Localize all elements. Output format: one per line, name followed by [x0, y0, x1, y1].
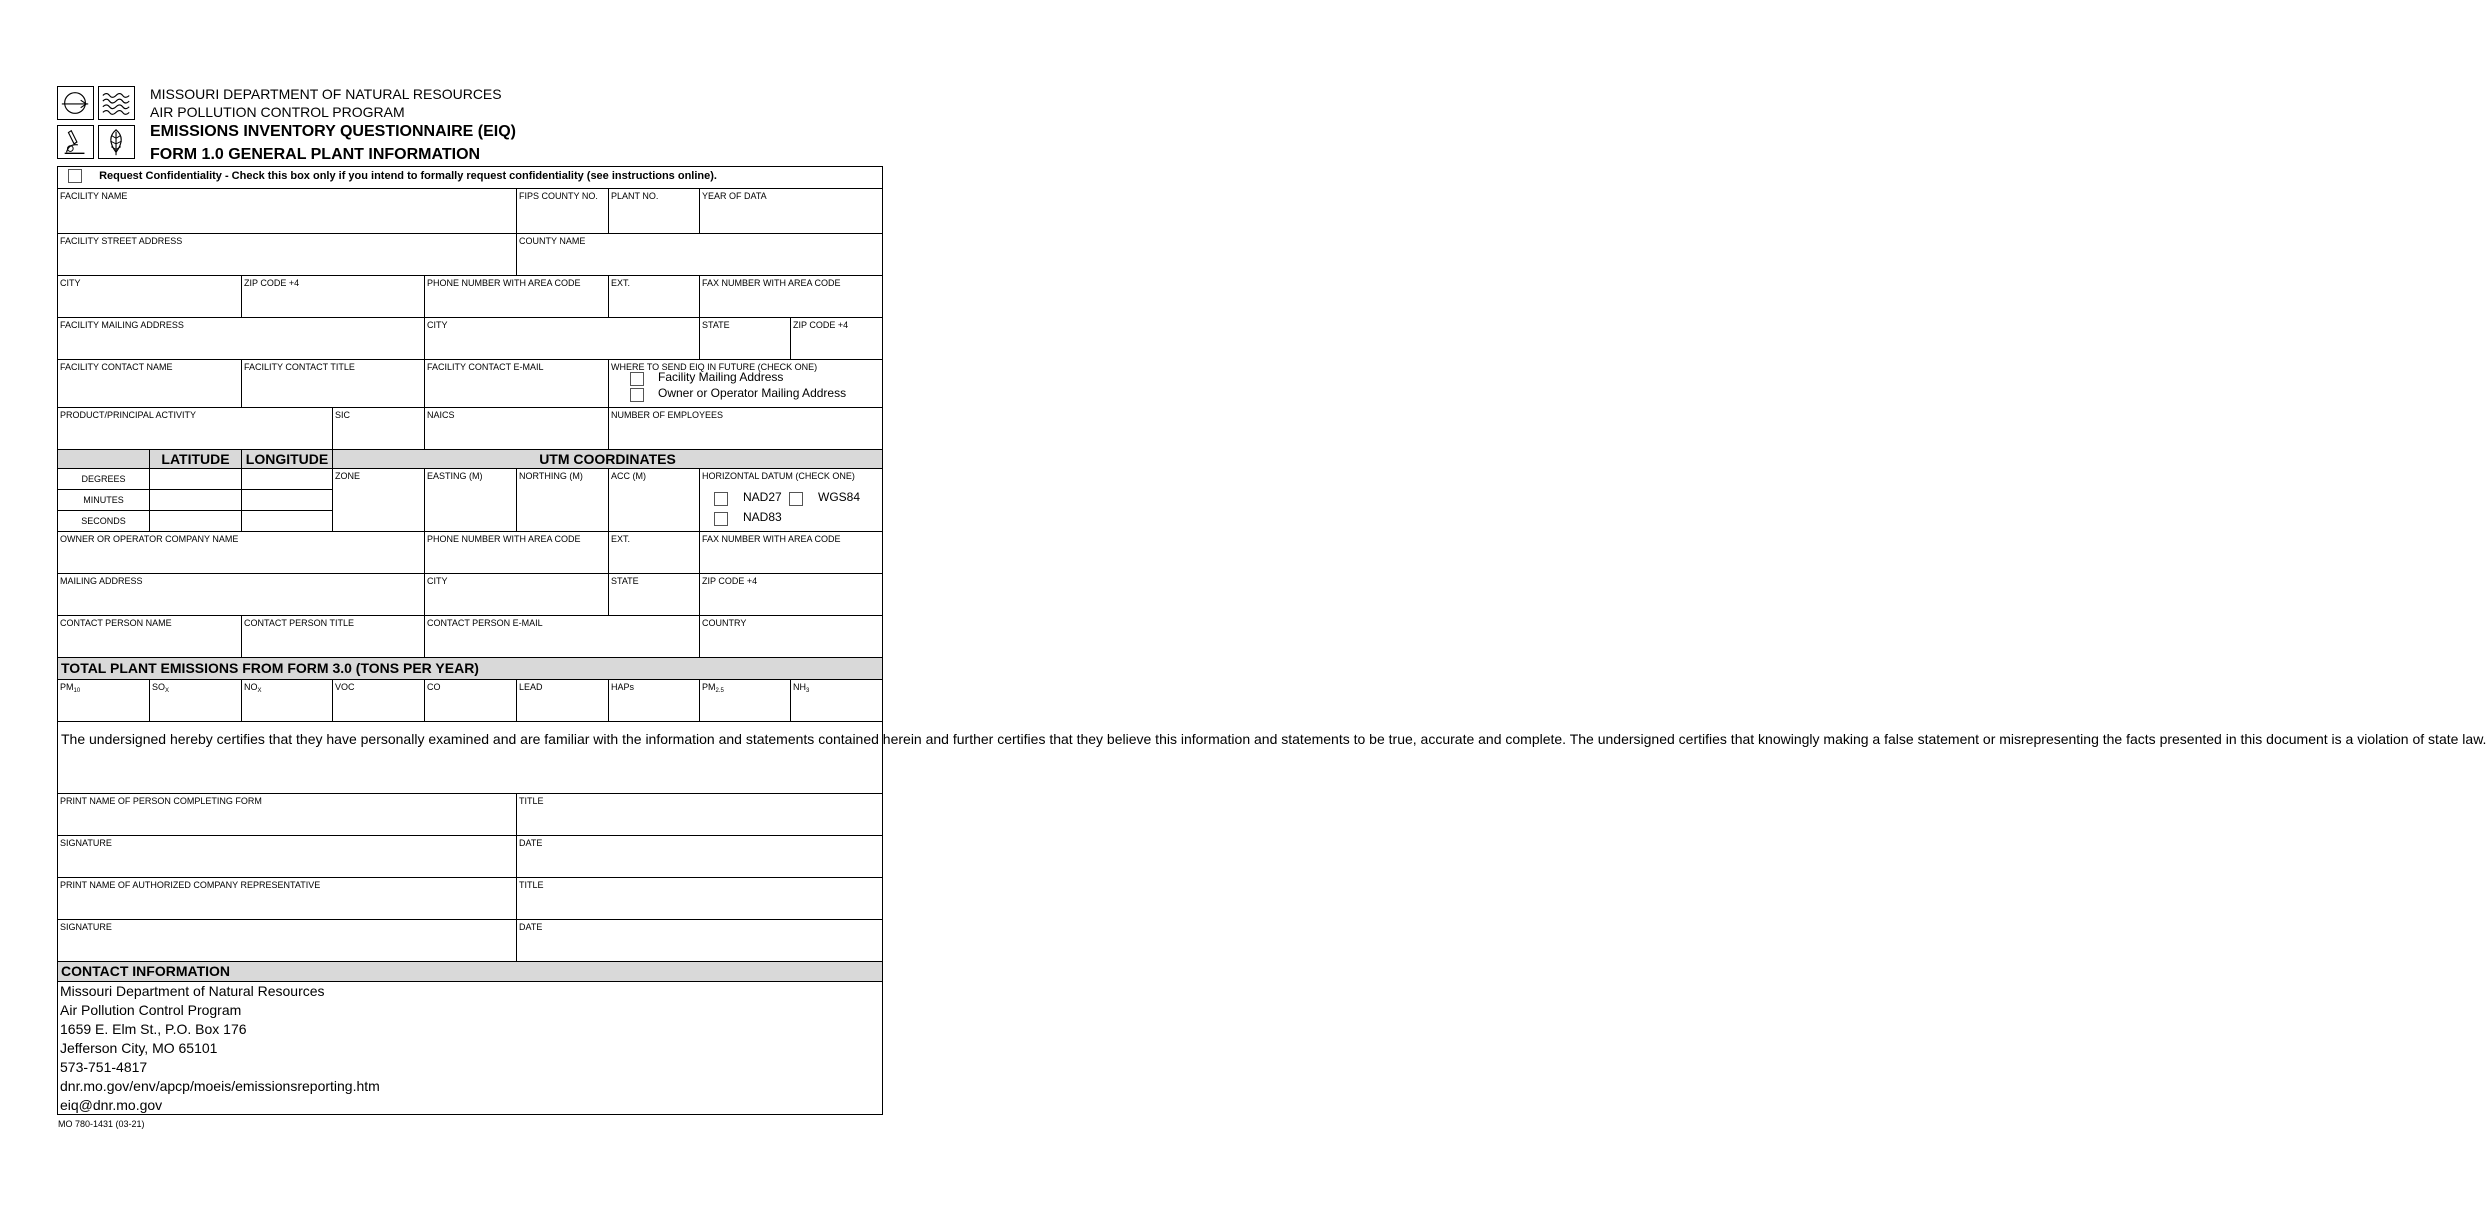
form-subtitle: FORM 1.0 GENERAL PLANT INFORMATION — [150, 146, 481, 163]
owner-contact-title-field[interactable]: CONTACT PERSON TITLE — [242, 616, 425, 658]
owner-country-field[interactable]: COUNTRY — [700, 616, 882, 658]
completer-name-field[interactable]: PRINT NAME OF PERSON COMPLETING FORM — [58, 794, 517, 836]
employees-field[interactable]: NUMBER OF EMPLOYEES — [609, 408, 882, 450]
nad83-checkbox[interactable] — [714, 512, 728, 526]
facility-contact-name-field[interactable]: FACILITY CONTACT NAME — [58, 360, 242, 408]
facility-zip-field[interactable]: ZIP CODE +4 — [242, 276, 425, 318]
utm-heading: UTM COORDINATES — [333, 450, 882, 469]
facility-city-field[interactable]: CITY — [58, 276, 242, 318]
co-field[interactable]: CO — [425, 680, 517, 722]
plant-no-field[interactable]: PLANT NO. — [609, 189, 700, 234]
longitude-degrees-field[interactable] — [242, 469, 333, 490]
owner-company-field[interactable]: OWNER OR OPERATOR COMPANY NAME — [58, 532, 425, 574]
representative-signature-field[interactable]: SIGNATURE — [58, 920, 517, 962]
seconds-label: SECONDS — [58, 511, 150, 532]
water-waves-icon — [98, 86, 135, 120]
contact-program: Air Pollution Control Program — [60, 1002, 242, 1018]
minutes-label: MINUTES — [58, 490, 150, 511]
contact-agency: Missouri Department of Natural Resources — [60, 983, 325, 999]
emissions-heading: TOTAL PLANT EMISSIONS FROM FORM 3.0 (TONS PER YEAR) — [58, 658, 882, 680]
facility-contact-title-field[interactable]: FACILITY CONTACT TITLE — [242, 360, 425, 408]
utm-zone-field[interactable]: ZONE — [333, 469, 425, 532]
longitude-seconds-field[interactable] — [242, 511, 333, 532]
utm-easting-field[interactable]: EASTING (M) — [425, 469, 517, 532]
longitude-minutes-field[interactable] — [242, 490, 333, 511]
pm10-field[interactable]: $PM_{10}$ — [58, 680, 150, 722]
owner-phone-field[interactable]: PHONE NUMBER WITH AREA CODE — [425, 532, 609, 574]
nh3-field[interactable]: $NH_3$ — [791, 680, 882, 722]
horizontal-datum-label: HORIZONTAL DATUM (CHECK ONE) — [702, 471, 855, 481]
contact-website[interactable]: dnr.mo.gov/env/apcp/moeis/emissionsreporting.htm — [60, 1078, 380, 1094]
mailing-zip-field[interactable]: ZIP CODE +4 — [791, 318, 882, 360]
owner-contact-email-field[interactable]: CONTACT PERSON E-MAIL — [425, 616, 700, 658]
facility-phone-field[interactable]: PHONE NUMBER WITH AREA CODE — [425, 276, 609, 318]
wgs84-label: WGS84 — [818, 490, 861, 504]
contact-email[interactable]: eiq@dnr.mo.gov — [60, 1097, 163, 1113]
mailing-city-field[interactable]: CITY — [425, 318, 700, 360]
facility-fax-field[interactable]: FAX NUMBER WITH AREA CODE — [700, 276, 882, 318]
latitude-heading: LATITUDE — [150, 450, 242, 469]
contact-heading: CONTACT INFORMATION — [58, 962, 882, 982]
representative-date-field[interactable]: DATE — [517, 920, 882, 962]
year-of-data-field[interactable]: YEAR OF DATA — [700, 189, 882, 234]
confidentiality-label: Request Confidentiality - Check this box only if you intend to formally request confidentiality (see instructions online). — [99, 169, 717, 182]
nad27-label: NAD27 — [743, 490, 782, 504]
contact-city-state: Jefferson City, MO 65101 — [60, 1040, 218, 1056]
general-plant-information-form — [57, 166, 2486, 1115]
owner-ext-field[interactable]: EXT. — [609, 532, 700, 574]
latitude-degrees-field[interactable] — [150, 469, 242, 490]
nad83-label: NAD83 — [743, 510, 782, 524]
owner-state-field[interactable]: STATE — [609, 574, 700, 616]
confidentiality-row — [58, 167, 882, 189]
completer-date-field[interactable]: DATE — [517, 836, 882, 878]
send-facility-checkbox[interactable] — [630, 372, 644, 386]
wgs84-checkbox[interactable] — [789, 492, 803, 506]
facility-mailing-field[interactable]: FACILITY MAILING ADDRESS — [58, 318, 425, 360]
lead-field[interactable]: LEAD — [517, 680, 609, 722]
pm25-field[interactable]: $PM_{2.5}$ — [700, 680, 791, 722]
latitude-minutes-field[interactable] — [150, 490, 242, 511]
facility-contact-email-field[interactable]: FACILITY CONTACT E-MAIL — [425, 360, 609, 408]
voc-field[interactable]: VOC — [333, 680, 425, 722]
haps-field[interactable]: HAPs — [609, 680, 700, 722]
naics-field[interactable]: NAICS — [425, 408, 609, 450]
facility-name-field[interactable]: FACILITY NAME — [58, 189, 517, 234]
latitude-seconds-field[interactable] — [150, 511, 242, 532]
microscope-icon — [57, 125, 94, 159]
confidentiality-checkbox[interactable] — [68, 169, 82, 183]
owner-mailing-field[interactable]: MAILING ADDRESS — [58, 574, 425, 616]
send-owner-checkbox[interactable] — [630, 388, 644, 402]
agency-logo — [57, 86, 137, 160]
owner-city-field[interactable]: CITY — [425, 574, 609, 616]
owner-fax-field[interactable]: FAX NUMBER WITH AREA CODE — [700, 532, 882, 574]
form-title: EMISSIONS INVENTORY QUESTIONNAIRE (EIQ) — [150, 123, 516, 140]
horizontal-datum-group — [700, 469, 882, 532]
completer-title-field[interactable]: TITLE — [517, 794, 882, 836]
completer-signature-field[interactable]: SIGNATURE — [58, 836, 517, 878]
send-owner-option: Owner or Operator Mailing Address — [658, 386, 847, 400]
facility-street-field[interactable]: FACILITY STREET ADDRESS — [58, 234, 517, 276]
department-name: MISSOURI DEPARTMENT OF NATURAL RESOURCES — [150, 86, 502, 102]
send-eiq-group — [609, 360, 882, 408]
location-header-blank — [58, 450, 150, 469]
fips-county-field[interactable]: FIPS COUNTY NO. — [517, 189, 609, 234]
sic-field[interactable]: SIC — [333, 408, 425, 450]
certification-block — [58, 722, 2486, 794]
facility-ext-field[interactable]: EXT. — [609, 276, 700, 318]
nad27-checkbox[interactable] — [714, 492, 728, 506]
owner-contact-name-field[interactable]: CONTACT PERSON NAME — [58, 616, 242, 658]
send-facility-option: Facility Mailing Address — [658, 370, 784, 384]
nox-field[interactable]: $NO_X$ — [242, 680, 333, 722]
form-number: MO 780-1431 (03-21) — [58, 1119, 145, 1129]
sun-horizon-icon — [57, 86, 94, 120]
program-name: AIR POLLUTION CONTROL PROGRAM — [150, 104, 405, 120]
utm-northing-field[interactable]: NORTHING (M) — [517, 469, 609, 532]
representative-name-field[interactable]: PRINT NAME OF AUTHORIZED COMPANY REPRESENTATIVE — [58, 878, 517, 920]
county-name-field[interactable]: COUNTY NAME — [517, 234, 882, 276]
leaf-icon — [98, 125, 135, 159]
send-eiq-label: WHERE TO SEND EIQ IN FUTURE (CHECK ONE) — [611, 362, 818, 372]
contact-street: 1659 E. Elm St., P.O. Box 176 — [60, 1021, 247, 1037]
degrees-label: DEGREES — [58, 469, 150, 490]
certification-text: The undersigned hereby certifies that they have personally examined and are familiar with the information and statements contained herein and further certifies that they believe this information and statements to be true, accurate and complete. The undersigned certifies that knowingly making a false statement or misrepresenting the facts presented in this document is a violation of state law. — [61, 731, 2486, 747]
longitude-heading: LONGITUDE — [242, 450, 333, 469]
utm-acc-field[interactable]: ACC (M) — [609, 469, 700, 532]
owner-zip-field[interactable]: ZIP CODE +4 — [700, 574, 882, 616]
representative-title-field[interactable]: TITLE — [517, 878, 882, 920]
principal-activity-field[interactable]: PRODUCT/PRINCIPAL ACTIVITY — [58, 408, 333, 450]
sox-field[interactable]: $SO_X$ — [150, 680, 242, 722]
mailing-state-field[interactable]: STATE — [700, 318, 791, 360]
contact-phone: 573-751-4817 — [60, 1059, 148, 1075]
